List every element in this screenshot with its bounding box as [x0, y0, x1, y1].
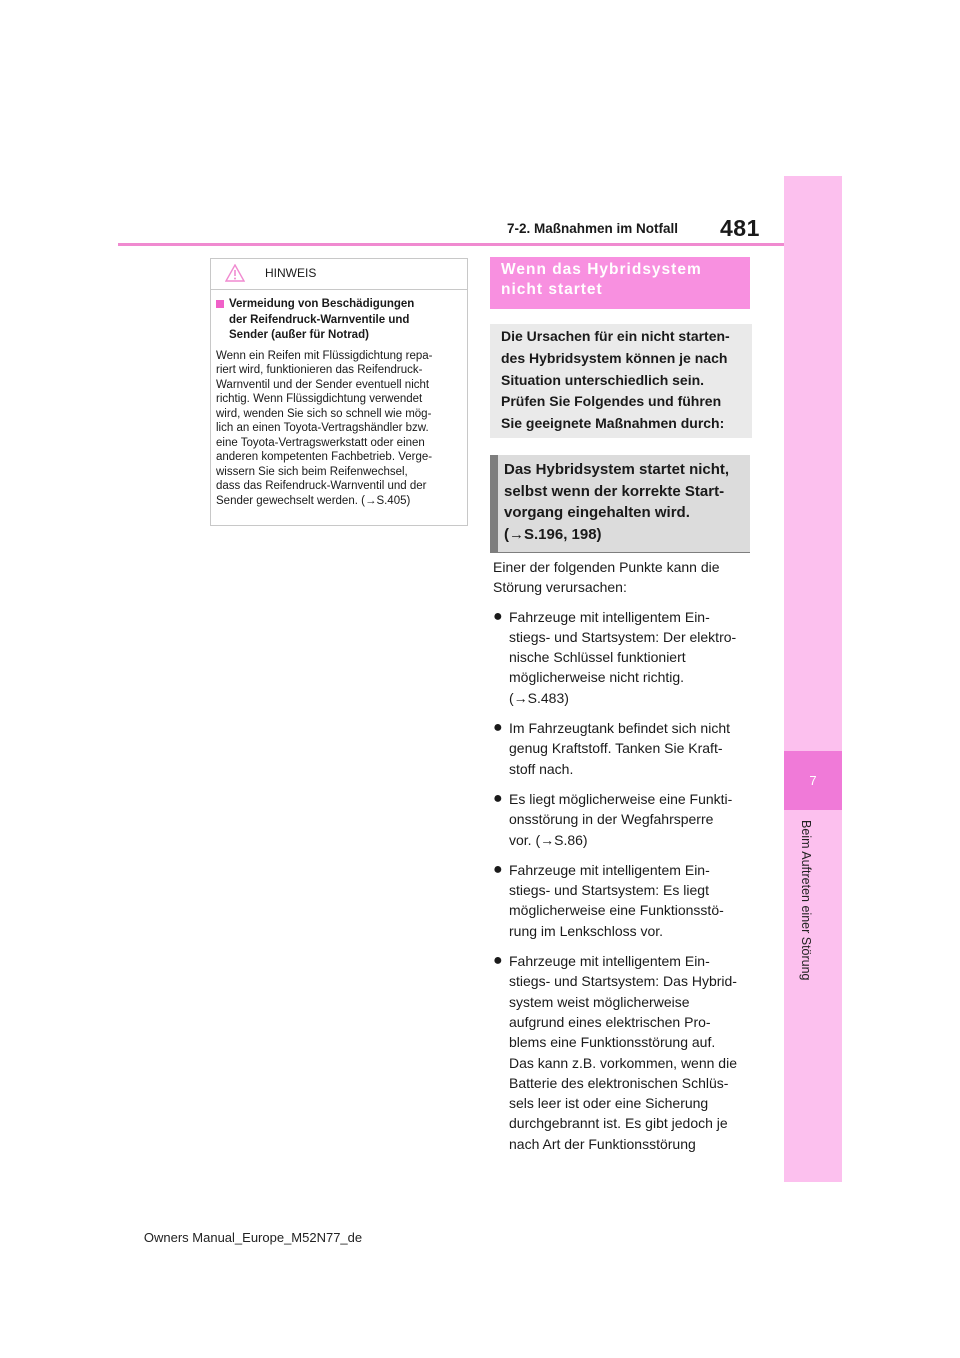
note-text-line: Sender gewechselt werden. (→S.405) [216, 494, 411, 507]
bullet-dot-icon: ● [493, 719, 503, 737]
list-item-line: rung im Lenkschloss vor. [509, 922, 664, 939]
list-item-line: (→S.483) [509, 689, 569, 706]
note-body [211, 290, 467, 508]
note-heading [216, 297, 457, 344]
list-item-line: durchgebrannt ist. Es gibt jedoch je [509, 1115, 728, 1132]
note-text-line: wissern Sie sich beim Reifenwechsel, [216, 465, 408, 478]
list-item-line: Das kann z.B. vorkommen, wenn die [509, 1054, 737, 1071]
list-item-line: stiegs- und Startsystem: Das Hybrid- [509, 973, 737, 990]
topic-heading-line: Wenn das Hybridsystem [501, 261, 702, 278]
note-text-line: Warnventil und der Sender eventuell nicht [216, 378, 430, 391]
note-header [211, 259, 467, 290]
note-heading-line: Vermeidung von Beschädigungen [229, 298, 415, 310]
note-text-line: Wenn ein Reifen mit Flüssigdichtung repa- [216, 349, 433, 362]
list-item-line: nische Schlüssel funktioniert [509, 649, 686, 666]
subheading-line: vorgang eingehalten wird. [504, 504, 690, 521]
bullet-dot-icon: ● [493, 607, 503, 625]
list-item-line: stiegs- und Startsystem: Es liegt [509, 882, 709, 899]
summary-box [490, 324, 752, 438]
subheading-line: selbst wenn der korrekte Start- [504, 482, 725, 500]
list-item-line: nach Art der Funktionsstörung [509, 1135, 696, 1152]
list-item [493, 951, 755, 1154]
list-item-line: stiegs- und Startsystem: Der elektro- [509, 628, 737, 645]
list-item-line: stoff nach. [509, 760, 574, 777]
subheading-line: (→S.196, 198) [504, 525, 602, 543]
header-rule [118, 243, 784, 246]
page-number: 481 [720, 215, 760, 241]
note-text-line: riert wird, funktionieren das Reifendruck- [216, 364, 423, 376]
note-heading-line: Sender (außer für Notrad) [229, 329, 369, 341]
note-heading-line: der Reifendruck-Warnventile und [229, 313, 410, 326]
list-item [493, 860, 755, 941]
summary-line: Situation unterschiedlich sein. [501, 371, 705, 388]
list-item-line: sels leer ist oder eine Sicherung [509, 1095, 709, 1112]
list-item-line: blems eine Funktionsstörung auf. [509, 1034, 716, 1051]
section-title: 7-2. Maßnahmen im Notfall [507, 221, 679, 236]
summary-line: des Hybridsystem können je nach [501, 349, 728, 366]
list-item-line: möglicherweise eine Funktionsstö- [509, 902, 724, 919]
chapter-side-tab [784, 176, 842, 1182]
note-text-line: dass das Reifendruck-Warnventil und der [216, 480, 427, 492]
intro-line: Störung verursachen: [493, 579, 627, 596]
chapter-label-text: Beim Auftreten einer Störung [799, 820, 813, 981]
warning-icon [225, 264, 245, 282]
list-item-line: Fahrzeuge mit intelligentem Ein- [509, 953, 710, 970]
list-item [493, 789, 755, 850]
note-box [210, 258, 468, 526]
list-item-line: genug Kraftstoff. Tanken Sie Kraft- [509, 740, 723, 757]
list-item-line: onsstörung in der Wegfahrsperre [509, 811, 714, 828]
footer-text: Owners Manual_Europe_M52N77_de [143, 1230, 363, 1245]
list-item-line: Fahrzeuge mit intelligentem Ein- [509, 608, 710, 625]
note-text-line: anderen kompetenten Fachbetrieb. Verge- [216, 451, 433, 463]
list-item-line: möglicherweise nicht richtig. [509, 669, 685, 686]
bullet-dot-icon: ● [493, 789, 503, 807]
subheading-box [490, 455, 750, 553]
list-item-line: Im Fahrzeugtank befindet sich nicht [509, 720, 731, 737]
topic-heading-line: nicht startet [501, 281, 603, 298]
note-text [216, 349, 457, 509]
chapter-number-tab: 7 [784, 751, 842, 810]
note-text-line: wird, wenden Sie sich so schnell wie mög- [216, 407, 432, 420]
list-item-line: system weist möglicherweise [509, 993, 690, 1010]
list-item-line: Fahrzeuge mit intelligentem Ein- [509, 861, 710, 878]
intro-line: Einer der folgenden Punkte kann die [493, 559, 720, 575]
topic-heading [490, 257, 750, 309]
summary-line: Prüfen Sie Folgendes und führen [501, 393, 722, 410]
intro-paragraph [493, 557, 755, 598]
note-text-line: lich an einen Toyota-Vertragshändler bzw. [216, 422, 429, 434]
subheading-line: Das Hybridsystem startet nicht, [504, 461, 730, 478]
note-label: HINWEIS [265, 266, 317, 280]
summary-line: Die Ursachen für ein nicht starten- [501, 328, 730, 344]
note-text-line: eine Toyota-Vertragswerkstatt oder einen [216, 436, 425, 449]
list-item-line: Es liegt möglicherweise eine Funkti- [509, 790, 733, 807]
list-item-line: Batterie des elektronischen Schlüs- [509, 1074, 729, 1091]
square-bullet-icon [216, 300, 224, 308]
bullet-dot-icon: ● [493, 952, 503, 970]
list-item-line: aufgrund eines elektrischen Pro- [509, 1013, 711, 1030]
note-text-line: richtig. Wenn Flüssigdichtung verwendet [216, 393, 423, 405]
summary-line: Sie geeignete Maßnahmen durch: [501, 415, 725, 432]
body-text [493, 557, 755, 1164]
list-item [493, 607, 755, 708]
list-item-line: vor. (→S.86) [509, 831, 588, 848]
list-item [493, 718, 755, 779]
bullet-dot-icon: ● [493, 860, 503, 878]
